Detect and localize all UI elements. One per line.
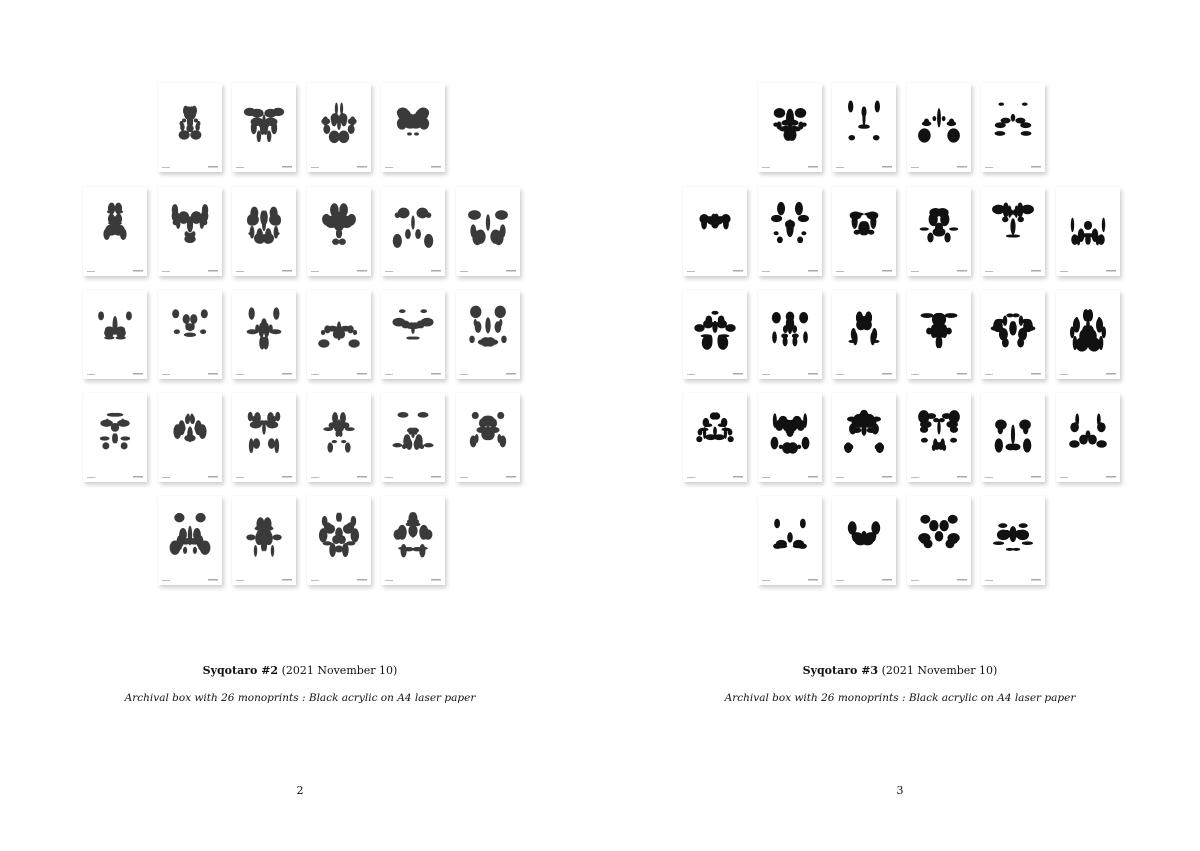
inkblot-image xyxy=(907,187,971,276)
monoprint-card xyxy=(683,187,747,276)
monoprint-card xyxy=(381,83,445,172)
inkblot-image xyxy=(832,83,896,172)
monoprint-card xyxy=(232,290,296,379)
inkblot-image xyxy=(232,187,296,276)
inkblot-image xyxy=(307,83,371,172)
inkblot-image xyxy=(232,496,296,585)
inkblot-image xyxy=(158,496,222,585)
right-page xyxy=(600,0,1200,851)
inkblot-image xyxy=(232,83,296,172)
inkblot-image xyxy=(158,83,222,172)
monoprint-card xyxy=(456,393,520,482)
page-number: 3 xyxy=(896,784,904,797)
monoprint-card xyxy=(456,187,520,276)
inkblot-image xyxy=(307,290,371,379)
artwork-description: Archival box with 26 monoprints : Black acrylic on A4 laser paper xyxy=(124,692,476,704)
inkblot-image xyxy=(83,187,147,276)
inkblot-image xyxy=(1056,187,1120,276)
monoprint-card xyxy=(307,496,371,585)
monoprint-card xyxy=(832,290,896,379)
inkblot-image xyxy=(307,496,371,585)
monoprint-card xyxy=(981,496,1045,585)
artwork-title: Syqotaro #3 xyxy=(802,664,879,677)
monoprint-card xyxy=(1056,187,1120,276)
monoprint-card xyxy=(907,83,971,172)
inkblot-image xyxy=(381,187,445,276)
monoprint-card xyxy=(83,393,147,482)
caption-title xyxy=(0,664,600,677)
inkblot-image xyxy=(758,496,822,585)
inkblot-image xyxy=(832,393,896,482)
inkblot-image xyxy=(832,187,896,276)
monoprint-card xyxy=(307,187,371,276)
caption-title xyxy=(600,664,1200,677)
monoprint-card xyxy=(232,187,296,276)
inkblot-image xyxy=(307,393,371,482)
inkblot-image xyxy=(381,290,445,379)
inkblot-image xyxy=(981,83,1045,172)
inkblot-image xyxy=(758,83,822,172)
inkblot-image xyxy=(832,496,896,585)
monoprint-card xyxy=(158,496,222,585)
monoprint-grid xyxy=(0,0,600,600)
monoprint-card xyxy=(832,83,896,172)
inkblot-image xyxy=(158,393,222,482)
monoprint-card xyxy=(683,393,747,482)
monoprint-card xyxy=(832,496,896,585)
monoprint-card xyxy=(1056,393,1120,482)
monoprint-card xyxy=(307,83,371,172)
inkblot-image xyxy=(456,393,520,482)
monoprint-card xyxy=(1056,290,1120,379)
monoprint-card xyxy=(758,496,822,585)
inkblot-image xyxy=(381,496,445,585)
monoprint-card xyxy=(907,187,971,276)
monoprint-card xyxy=(232,496,296,585)
monoprint-card xyxy=(758,393,822,482)
inkblot-image xyxy=(981,290,1045,379)
monoprint-card xyxy=(907,496,971,585)
inkblot-image xyxy=(758,393,822,482)
inkblot-image xyxy=(1056,290,1120,379)
inkblot-image xyxy=(907,83,971,172)
monoprint-card xyxy=(456,290,520,379)
inkblot-image xyxy=(83,290,147,379)
inkblot-image xyxy=(907,290,971,379)
inkblot-image xyxy=(1056,393,1120,482)
monoprint-card xyxy=(683,290,747,379)
artwork-date: (2021 November 10) xyxy=(281,664,398,677)
artwork-title: Syqotaro #2 xyxy=(202,664,279,677)
inkblot-image xyxy=(981,393,1045,482)
monoprint-card xyxy=(158,83,222,172)
monoprint-card xyxy=(832,393,896,482)
monoprint-card xyxy=(381,496,445,585)
inkblot-image xyxy=(307,187,371,276)
inkblot-image xyxy=(158,187,222,276)
artwork-date: (2021 November 10) xyxy=(881,664,998,677)
inkblot-image xyxy=(981,187,1045,276)
monoprint-card xyxy=(158,187,222,276)
monoprint-card xyxy=(83,187,147,276)
monoprint-card xyxy=(832,187,896,276)
monoprint-card xyxy=(158,393,222,482)
inkblot-image xyxy=(683,393,747,482)
page-number: 2 xyxy=(296,784,304,797)
inkblot-image xyxy=(758,187,822,276)
inkblot-image xyxy=(381,83,445,172)
monoprint-card xyxy=(381,393,445,482)
inkblot-image xyxy=(158,290,222,379)
inkblot-image xyxy=(232,393,296,482)
monoprint-card xyxy=(83,290,147,379)
monoprint-card xyxy=(758,83,822,172)
inkblot-image xyxy=(683,187,747,276)
monoprint-card xyxy=(307,393,371,482)
monoprint-card xyxy=(981,83,1045,172)
monoprint-card xyxy=(981,393,1045,482)
artwork-description: Archival box with 26 monoprints : Black acrylic on A4 laser paper xyxy=(724,692,1076,704)
monoprint-card xyxy=(907,290,971,379)
inkblot-image xyxy=(456,290,520,379)
inkblot-image xyxy=(832,290,896,379)
inkblot-image xyxy=(683,290,747,379)
monoprint-card xyxy=(381,187,445,276)
monoprint-card xyxy=(981,187,1045,276)
inkblot-image xyxy=(907,496,971,585)
inkblot-image xyxy=(907,393,971,482)
monoprint-card xyxy=(758,290,822,379)
inkblot-image xyxy=(83,393,147,482)
monoprint-card xyxy=(758,187,822,276)
monoprint-grid xyxy=(600,0,1200,600)
inkblot-image xyxy=(456,187,520,276)
inkblot-image xyxy=(981,496,1045,585)
inkblot-image xyxy=(758,290,822,379)
inkblot-image xyxy=(232,290,296,379)
monoprint-card xyxy=(307,290,371,379)
monoprint-card xyxy=(232,393,296,482)
monoprint-card xyxy=(158,290,222,379)
monoprint-card xyxy=(981,290,1045,379)
inkblot-image xyxy=(381,393,445,482)
monoprint-card xyxy=(232,83,296,172)
monoprint-card xyxy=(907,393,971,482)
monoprint-card xyxy=(381,290,445,379)
